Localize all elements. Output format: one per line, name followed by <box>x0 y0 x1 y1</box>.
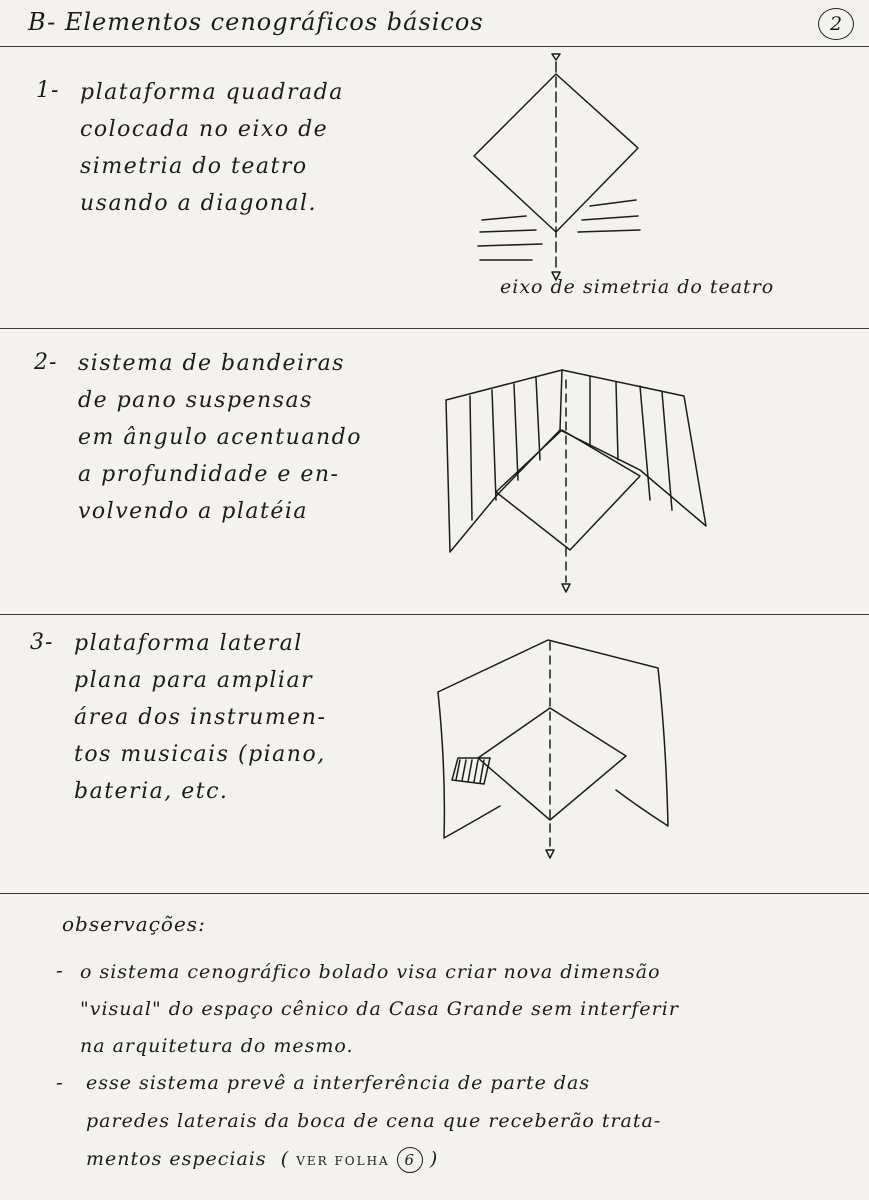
reference-text: VER FOLHA <box>296 1154 390 1168</box>
section-2-text <box>78 345 362 530</box>
section-3-text <box>74 625 326 810</box>
observation-2-line: paredes laterais da boca de cena que receberão trata- <box>86 1110 662 1132</box>
section-3-line: bateria, etc. <box>74 779 229 804</box>
observation-1-line: "visual" do espaço cênico da Casa Grande sem interferir <box>80 998 679 1020</box>
observation-1-line: na arquitetura do mesmo. <box>80 1035 354 1057</box>
observation-2-line: mentos especiais <box>86 1148 267 1170</box>
page-number-circle: 2 <box>818 8 854 40</box>
section-2-number: 2- <box>34 350 58 375</box>
section-3-line: área dos instrumen- <box>74 705 327 730</box>
observation-2-line-last <box>86 1140 661 1180</box>
section-2-sketch <box>440 360 710 600</box>
section-3-line: plana para ampliar <box>74 668 314 693</box>
observation-1-bullet: - <box>56 958 63 982</box>
page-title: B- Elementos cenográficos básicos <box>28 8 484 36</box>
observation-2-text <box>86 1064 661 1180</box>
section-1-line: colocada no eixo de <box>80 117 329 142</box>
section-2-line: em ângulo acentuando <box>78 425 362 450</box>
section-3-number: 3- <box>30 630 54 655</box>
observations-heading: observações: <box>62 912 206 936</box>
section-2-line: sistema de bandeiras <box>78 351 345 376</box>
section-3-line: tos musicais (piano, <box>74 742 326 767</box>
reference-number-circle: 6 <box>397 1147 423 1173</box>
section-3-line: plataforma lateral <box>74 631 303 656</box>
section-1-sketch <box>460 50 660 290</box>
section-2-line: a profundidade e en- <box>78 462 340 487</box>
section-1-line: plataforma quadrada <box>80 80 344 105</box>
reference-close-paren: ) <box>429 1148 439 1170</box>
section-1-text <box>80 74 344 222</box>
divider-header <box>0 46 869 47</box>
observation-2-bullet: - <box>56 1070 63 1094</box>
observation-1-text <box>80 954 679 1065</box>
section-3-sketch <box>430 630 680 870</box>
section-1-number: 1- <box>36 78 60 103</box>
divider-section-3 <box>0 893 869 894</box>
section-2-line: de pano suspensas <box>78 388 313 413</box>
observation-1-line: o sistema cenográfico bolado visa criar nova dimensão <box>80 961 661 983</box>
section-1-caption: eixo de simetria do teatro <box>500 276 775 298</box>
divider-section-2 <box>0 614 869 615</box>
section-1-line: usando a diagonal. <box>80 191 318 216</box>
section-2-line: volvendo a platéia <box>78 499 309 524</box>
divider-section-1 <box>0 328 869 329</box>
section-1-line: simetria do teatro <box>80 154 308 179</box>
reference-open-paren: ( <box>273 1148 290 1170</box>
observation-2-line: esse sistema prevê a interferência de parte das <box>86 1072 591 1094</box>
